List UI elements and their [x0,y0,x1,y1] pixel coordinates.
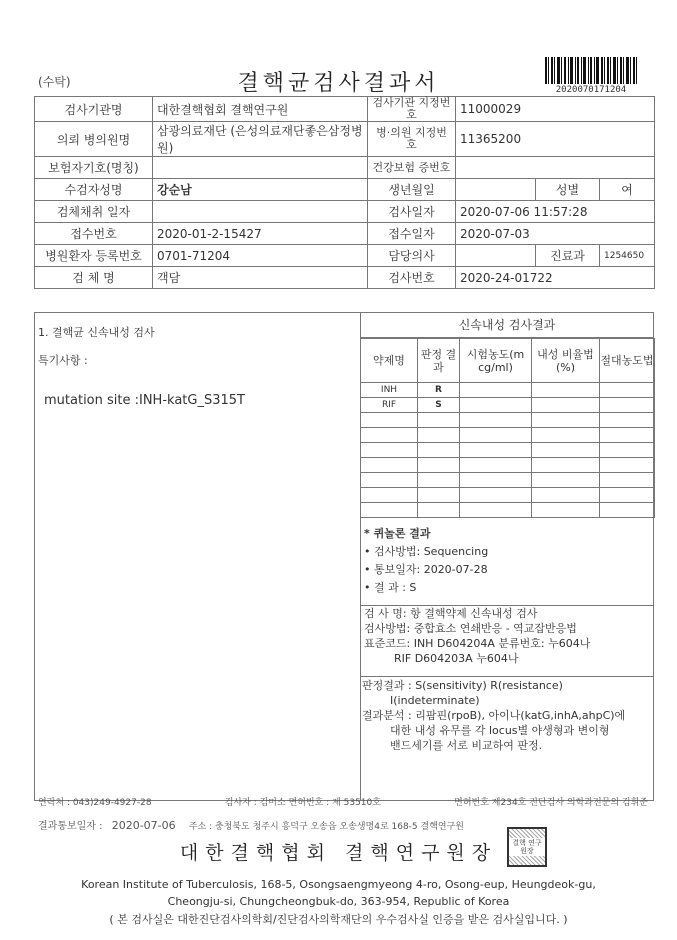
table-cell [418,473,460,488]
mutation-site: mutation site :INH-katG_S315T [44,393,245,408]
table-cell [532,398,600,413]
test-no-value: 2020-24-01722 [456,267,655,289]
table-cell [600,413,655,428]
specimen-value: 객담 [153,267,368,289]
examiner-info: 검사자 : 김미소 면허번호 : 제 53510호 [224,798,381,808]
table-cell [460,473,532,488]
header-drug: 약제명 [361,339,418,383]
drug-resistance-table [360,338,655,518]
table-cell [532,503,600,518]
test-method: 검사방법: 중합효소 연쇄반응 - 역교잡반응법 [364,622,577,635]
test-date-label: 검사일자 [368,201,456,223]
standard-code-2: RIF D604203A 누604나 [394,652,519,665]
requester-label: 의뢰 병의원명 [35,122,153,157]
document-title: 결핵균검사결과서 [237,71,440,96]
table-cell: R [418,383,460,398]
official-seal [507,827,547,867]
requester-code-label: 병·의원 지정번호 [368,122,456,157]
table-cell [418,428,460,443]
collection-date-value [153,201,368,223]
table-cell [361,413,418,428]
table-cell [532,383,600,398]
table-cell [418,458,460,473]
table-cell [600,503,655,518]
institute-name: 대한결핵협회 결핵연구원장 [179,842,498,864]
health-insurance-label: 건강보험 증번호 [368,157,456,179]
table-cell [361,443,418,458]
short-address: 주소 : 충청북도 청주시 흥덕구 오송읍 오송생명4로 168-5 결핵연구원 [188,822,464,832]
org-value: 대한결핵협회 결핵연구원 [153,97,368,122]
table-cell [460,428,532,443]
collection-date-label: 검체채취 일자 [35,201,153,223]
table-cell [532,458,600,473]
table-cell [460,383,532,398]
table-cell [361,458,418,473]
table-cell: INH [361,383,418,398]
doctor-label: 담당의사 [368,245,456,267]
quinolone-outcome: • 결 과 : S [364,581,417,594]
table-cell [460,488,532,503]
interp-line: I(indeterminate) [390,694,480,707]
table-cell [361,428,418,443]
quinolone-method: • 검사방법: Sequencing [364,545,489,558]
insured-value [153,157,368,179]
receipt-date-label: 접수일자 [368,223,456,245]
receipt-no-label: 접수번호 [35,223,153,245]
org-code-label: 검사기관 지정번호 [368,97,456,122]
table-cell [600,458,655,473]
table-cell [532,413,600,428]
table-cell [460,458,532,473]
dept-label: 진료과 [536,245,600,267]
table-cell [361,473,418,488]
sex-value: 여 [600,179,655,201]
table-cell [532,488,600,503]
seal-text: 결핵 연구원장 [509,838,545,856]
footer-notify [38,817,464,832]
interp-line: 결과분석 : 리팜핀(rpoB), 아이나(katG,inhA,ahpC)에 [362,709,626,722]
requester-code-value: 11365200 [456,122,655,157]
rapid-resistance-title: 신속내성 검사결과 [360,313,654,338]
barcode-number: 2020070171204 [555,85,627,95]
table-cell [600,473,655,488]
dept-value: 1254650 [600,245,655,267]
table-cell [361,503,418,518]
license-info: 면허번호 제234호 진단검사 의학과전문의 김휘준 [454,798,648,808]
interpretation [362,678,652,753]
interp-line: 밴드세기를 서로 비교하여 판정. [390,739,543,752]
interp-line: 판정결과 : S(sensitivity) R(resistance) [362,679,563,692]
table-cell [418,488,460,503]
receipt-date-value: 2020-07-03 [456,223,655,245]
table-cell: RIF [361,398,418,413]
table-cell [600,398,655,413]
rapid-test-title: 1. 결핵균 신속내성 검사 [38,326,155,339]
patient-name-value: 강순남 [153,179,368,201]
patient-info-table [34,96,655,289]
table-cell [361,488,418,503]
table-cell [418,413,460,428]
interp-line: 대한 내성 유무를 각 locus별 야생형과 변이형 [390,724,610,737]
table-cell [600,428,655,443]
table-cell [460,443,532,458]
quinolone-date: • 통보일자: 2020-07-28 [364,563,488,576]
table-cell [532,443,600,458]
standard-code-1: 표준코드: INH D604204A 분류번호: 누604나 [364,637,591,650]
special-notes-label: 특기사항 : [38,354,88,367]
org-label: 검사기관명 [35,97,153,122]
test-date-value: 2020-07-06 11:57:28 [456,201,655,223]
quinolone-title: * 퀴놀론 결과 [364,527,431,540]
notify-label: 결과통보일자 : [38,821,103,832]
specimen-label: 검 체 명 [35,267,153,289]
table-cell [460,503,532,518]
sex-label: 성별 [536,179,600,201]
header-result: 판정 결과 [418,339,460,383]
dob-label: 생년월일 [368,179,456,201]
hospital-reg-label: 병원환자 등록번호 [35,245,153,267]
header-absolute: 절대농도법 [600,339,655,383]
dob-value [456,179,536,201]
doctor-value [456,245,536,267]
receipt-no-value: 2020-01-2-15427 [153,223,368,245]
patient-name-label: 수검자성명 [35,179,153,201]
insured-label: 보험자기호(명칭) [35,157,153,179]
table-cell [532,428,600,443]
notify-date: 2020-07-06 [111,819,176,832]
requester-value: 삼광의료재단 (은성의료재단좋은삼정병원) [153,122,368,157]
quinolone-result [364,525,488,597]
org-code-value: 11000029 [456,97,655,122]
header-proportion: 내성 비율법(%) [532,339,600,383]
table-cell [460,398,532,413]
table-cell [600,443,655,458]
header-concentration: 시험농도(m cg/ml) [460,339,532,383]
table-cell [418,443,460,458]
barcode [545,57,637,84]
table-cell [418,503,460,518]
test-no-label: 검사번호 [368,267,456,289]
english-address-line1: Korean Institute of Tuberculosis, 168-5, Osongsaengmyeong 4-ro, Osong-eup, Heungdeok-gu, [81,878,596,891]
test-name: 검 사 명: 항 결핵약제 신속내성 검사 [364,607,538,620]
footer-contacts [38,795,648,808]
contact-phone: 연락처 : 043)249-4927-28 [38,798,152,808]
hospital-reg-value: 0701-71204 [153,245,368,267]
table-cell [532,473,600,488]
table-cell: S [418,398,460,413]
certification-note: ( 본 검사실은 대한진단검사의학회/진단검사의학재단의 우수검사실 인증을 받은 검사실입니다. ) [109,913,568,926]
health-insurance-value [456,157,655,179]
table-cell [460,413,532,428]
test-method-box [360,605,654,677]
table-cell [600,488,655,503]
english-address-line2: Cheongju-si, Chungcheongbuk-do, 363-954, Republic of Korea [167,895,510,908]
form-code: (수탁) [38,75,71,89]
table-cell [600,383,655,398]
